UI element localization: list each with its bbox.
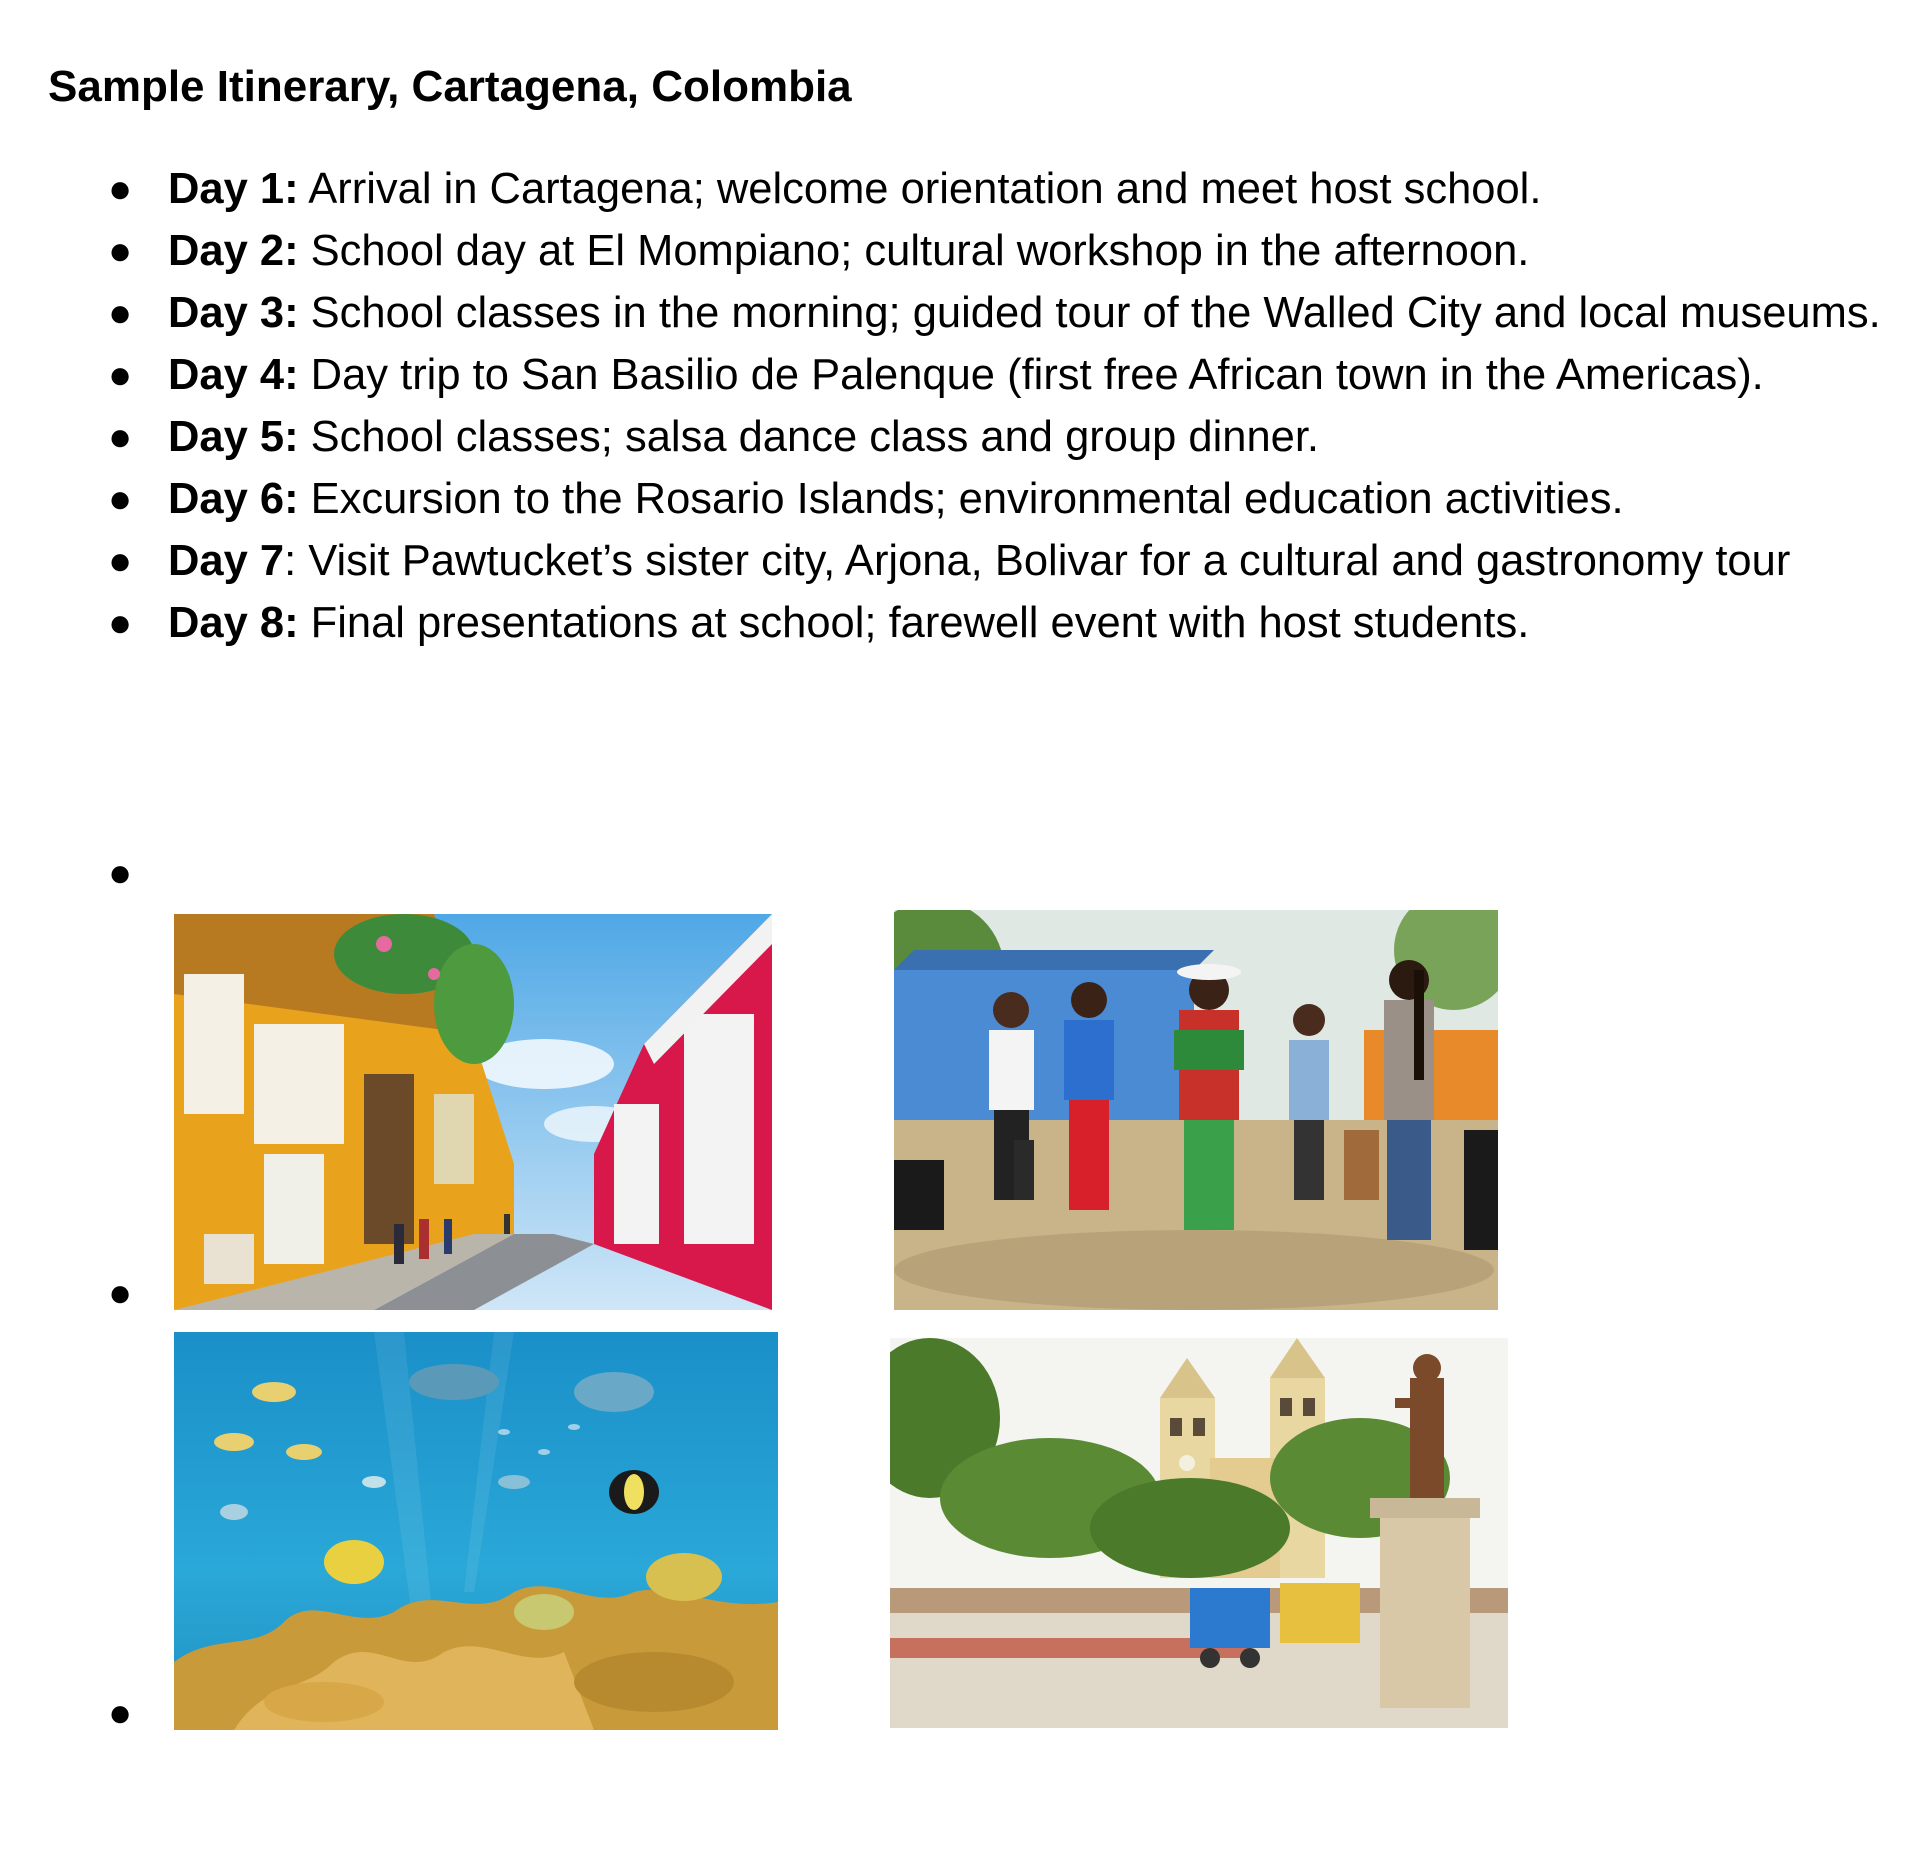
palenque-musicians-photo bbox=[894, 910, 1498, 1310]
day-description: : Visit Pawtucket’s sister city, Arjona, Bolivar for a cultural and gastronomy tour bbox=[284, 537, 1791, 585]
day-label: Day 5: bbox=[168, 413, 299, 461]
bullet-icon: ● bbox=[108, 539, 133, 583]
day-label: Day 4: bbox=[168, 351, 299, 399]
day-label: Day 2: bbox=[168, 227, 299, 275]
bullet-icon: ● bbox=[108, 167, 133, 211]
day-description: Final presentations at school; farewell event with host students. bbox=[298, 599, 1530, 647]
day-description: School classes; salsa dance class and group dinner. bbox=[298, 413, 1320, 461]
itinerary-item-day-8 bbox=[0, 592, 1920, 654]
bullet-icon: ● bbox=[108, 601, 133, 645]
bullet-icon: ● bbox=[108, 415, 133, 459]
day-description: Excursion to the Rosario Islands; environmental education activities. bbox=[298, 475, 1624, 523]
bullet-icon: ● bbox=[108, 229, 133, 273]
itinerary-item-day-1 bbox=[0, 158, 1920, 220]
bullet-icon: ● bbox=[108, 291, 133, 335]
day-label: Day 3: bbox=[168, 289, 299, 337]
itinerary-item-day-6 bbox=[0, 468, 1920, 530]
bullet-icon: ● bbox=[108, 477, 133, 521]
page-title: Sample Itinerary, Cartagena, Colombia bbox=[48, 62, 852, 111]
itinerary-item-day-4 bbox=[0, 344, 1920, 406]
empty-bullet-icon: ● bbox=[108, 851, 133, 895]
cartagena-colonial-street-photo bbox=[174, 914, 772, 1310]
itinerary-item-day-7 bbox=[0, 530, 1920, 592]
day-description: Arrival in Cartagena; welcome orientation and meet host school. bbox=[298, 165, 1542, 213]
day-label: Day 8: bbox=[168, 599, 299, 647]
day-description: School day at El Mompiano; cultural workshop in the afternoon. bbox=[298, 227, 1530, 275]
itinerary-item-day-3 bbox=[0, 282, 1920, 344]
empty-bullet-icon: ● bbox=[108, 1691, 133, 1735]
day-label: Day 1: bbox=[168, 165, 299, 213]
itinerary-item-day-5 bbox=[0, 406, 1920, 468]
itinerary-item-day-2 bbox=[0, 220, 1920, 282]
arjona-plaza-church-photo bbox=[890, 1338, 1508, 1728]
day-label: Day 7 bbox=[168, 537, 285, 585]
itinerary-list bbox=[0, 158, 1920, 654]
rosario-islands-reef-photo bbox=[174, 1332, 778, 1730]
day-label: Day 6: bbox=[168, 475, 299, 523]
day-description: School classes in the morning; guided tour of the Walled City and local museums. bbox=[298, 289, 1881, 337]
empty-bullet-icon: ● bbox=[108, 1271, 133, 1315]
bullet-icon: ● bbox=[108, 353, 133, 397]
day-description: Day trip to San Basilio de Palenque (first free African town in the Americas). bbox=[298, 351, 1764, 399]
